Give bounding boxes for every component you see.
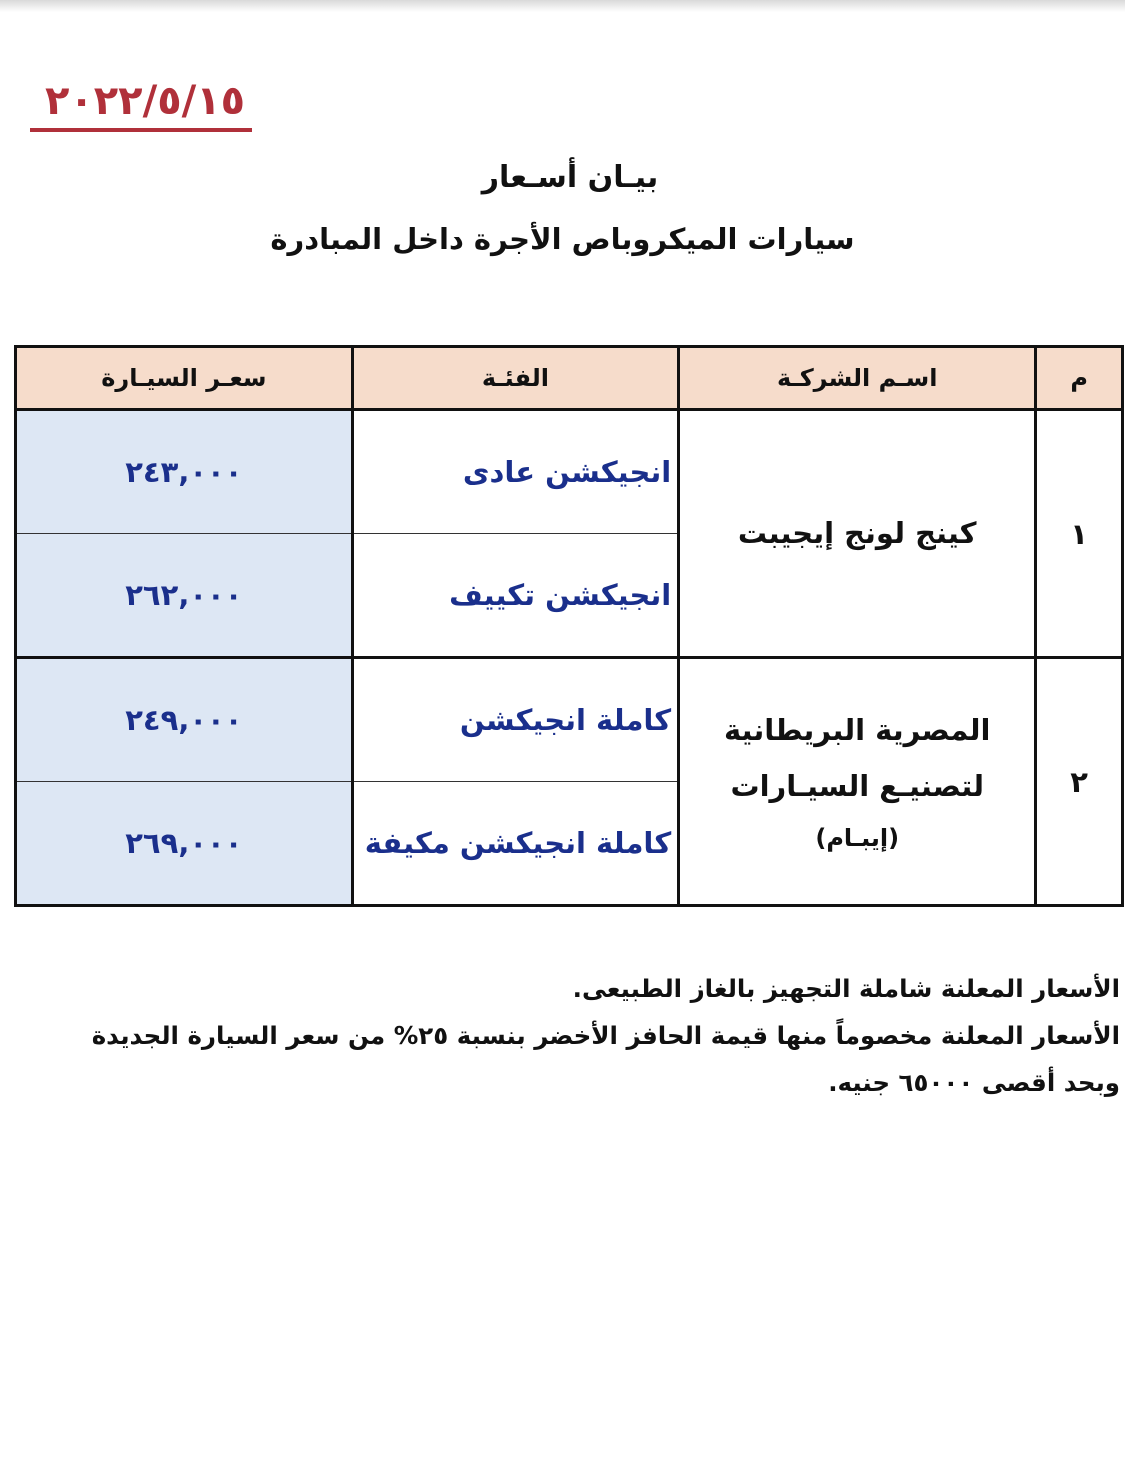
document-date: ٢٠٢٢/٥/١٥ <box>44 78 246 124</box>
company-name-line: (إيبـام) <box>815 823 900 852</box>
header-num: م <box>1036 347 1123 410</box>
price-cell: ٢٦٢,٠٠٠ <box>16 534 353 658</box>
category-cell: انجيكشن تكييف <box>352 534 678 658</box>
company-name <box>679 410 1036 658</box>
company-name <box>679 658 1036 906</box>
document-subtitle: سيارات الميكروباص الأجرة داخل المبادرة <box>270 222 855 256</box>
header-price: سعـر السيـارة <box>16 347 353 410</box>
price-cell: ٢٤٣,٠٠٠ <box>16 410 353 534</box>
document-title: بيـان أسـعار <box>481 160 659 195</box>
company-name-line: لتصنيـع السيـارات <box>730 769 985 804</box>
price-cell: ٢٤٩,٠٠٠ <box>16 658 353 782</box>
table-header-row <box>16 347 1123 410</box>
note-line: الأسعار المعلنة مخصوماً منها قيمة الحافز الأخضر بنسبة ٢٥% من سعر السيارة الجديدة <box>91 1021 1120 1050</box>
price-cell: ٢٦٩,٠٠٠ <box>16 782 353 906</box>
price-table <box>14 345 1124 907</box>
category-cell: كاملة انجيكشن <box>352 658 678 782</box>
row-number: ٢ <box>1036 658 1123 906</box>
category-cell: كاملة انجيكشن مكيفة <box>352 782 678 906</box>
notes <box>40 965 1120 1106</box>
note-line: الأسعار المعلنة شاملة التجهيز بالغاز الطبيعى. <box>572 974 1120 1003</box>
company-name-line: كينج لونج إيجيبت <box>737 516 977 551</box>
note-line: وبحد أقصى ٦٥٠٠٠ جنيه. <box>828 1068 1120 1097</box>
date-underline <box>30 128 252 132</box>
table-row <box>16 658 1123 782</box>
top-shadow <box>0 0 1125 12</box>
category-cell: انجيكشن عادى <box>352 410 678 534</box>
header-category: الفئـة <box>352 347 678 410</box>
company-name-line: المصرية البريطانية <box>723 712 991 747</box>
header-company: اسـم الشركـة <box>679 347 1036 410</box>
table-row <box>16 410 1123 534</box>
row-number: ١ <box>1036 410 1123 658</box>
